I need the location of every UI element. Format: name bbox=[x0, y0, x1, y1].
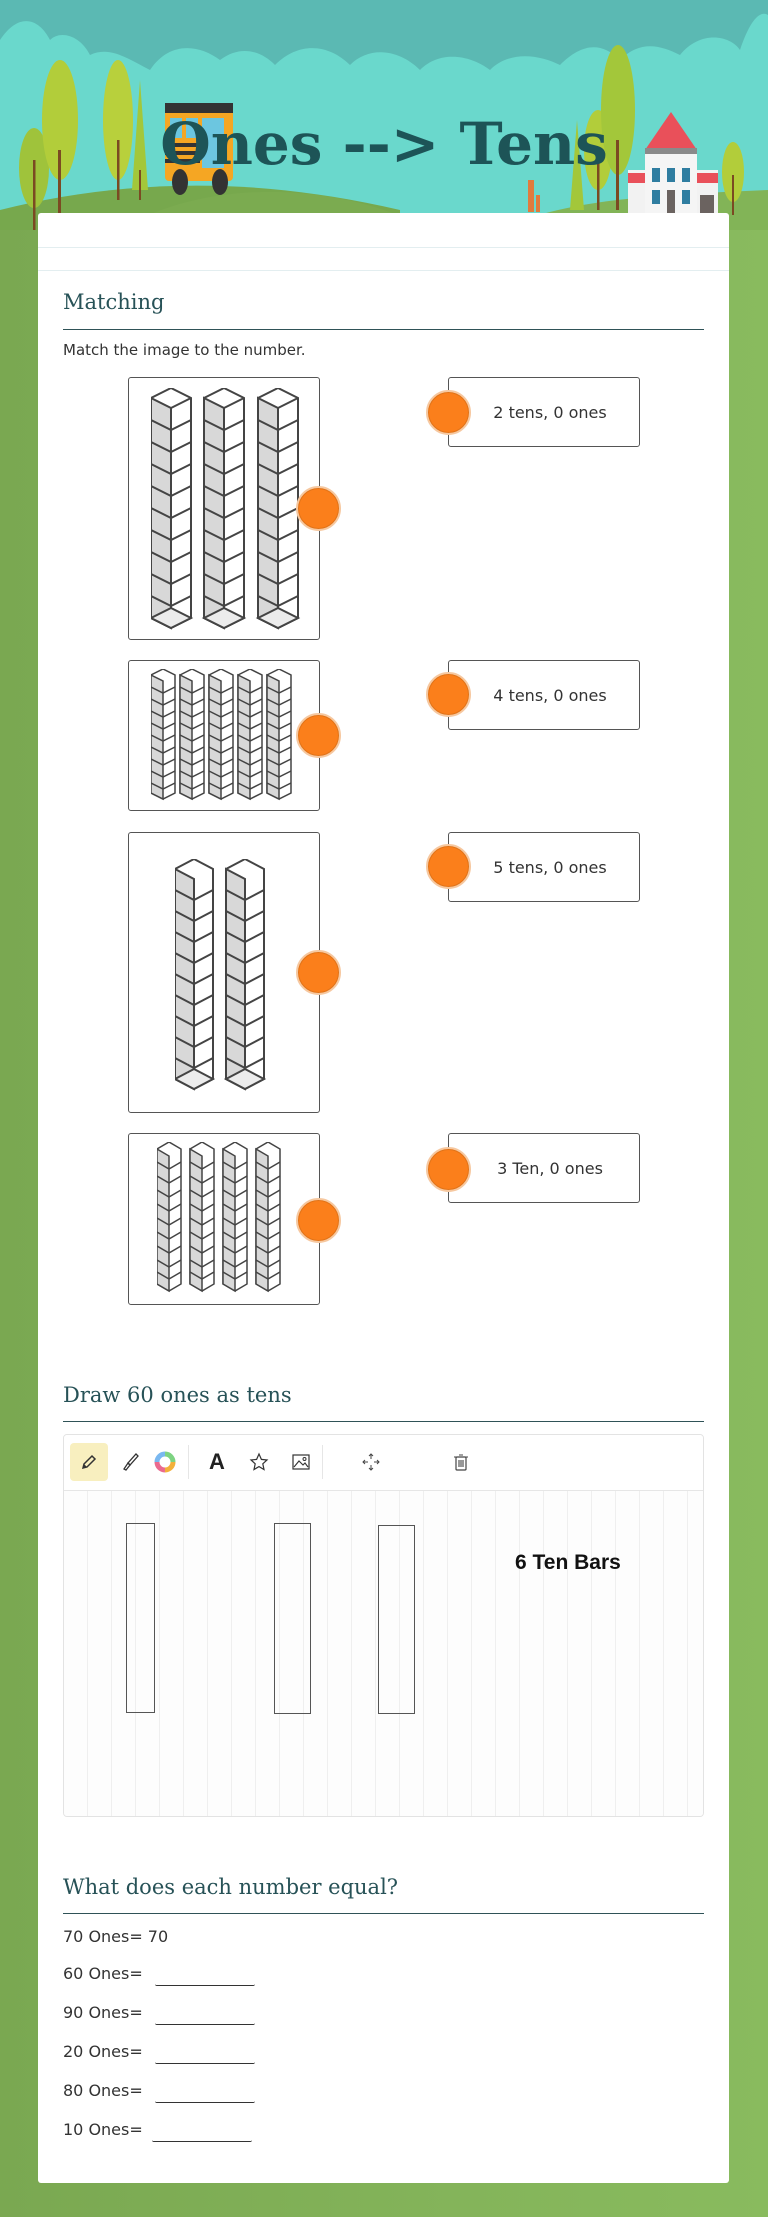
question-label: 80 Ones= bbox=[63, 2081, 143, 2100]
drawing-heading: Draw 60 ones as tens bbox=[63, 1383, 292, 1407]
question-row bbox=[63, 2120, 252, 2142]
match-number-3[interactable] bbox=[448, 832, 640, 902]
worksheet-card bbox=[38, 213, 729, 2183]
drawn-rectangle[interactable] bbox=[274, 1523, 311, 1714]
matching-instruction: Match the image to the number. bbox=[63, 341, 306, 359]
match-handle-number-3[interactable] bbox=[426, 844, 471, 889]
image-icon bbox=[291, 1452, 311, 1472]
matching-heading: Matching bbox=[63, 290, 165, 314]
match-image-2[interactable] bbox=[128, 660, 320, 811]
match-number-label: 3 Ten, 0 ones bbox=[497, 1158, 603, 1178]
question-row bbox=[63, 2081, 255, 2103]
match-handle-image-4[interactable] bbox=[296, 1198, 341, 1243]
toolbar-separator bbox=[322, 1445, 323, 1479]
match-number-4[interactable] bbox=[448, 1133, 640, 1203]
answer-input[interactable] bbox=[155, 2042, 255, 2064]
question-label: 90 Ones= bbox=[63, 2003, 143, 2022]
question-row bbox=[63, 1964, 255, 1986]
question-label: 60 Ones= bbox=[63, 1964, 143, 1983]
drawing-canvas[interactable] bbox=[64, 1491, 704, 1817]
match-image-4[interactable] bbox=[128, 1133, 320, 1305]
match-handle-image-3[interactable] bbox=[296, 950, 341, 995]
move-icon bbox=[361, 1452, 381, 1472]
question-row bbox=[63, 1927, 168, 1946]
answer-input[interactable] bbox=[155, 2003, 255, 2025]
match-handle-image-1[interactable] bbox=[296, 486, 341, 531]
ten-bars-image bbox=[175, 859, 275, 1093]
match-handle-image-2[interactable] bbox=[296, 713, 341, 758]
question-label: 70 Ones= bbox=[63, 1927, 143, 1946]
image-tool-button[interactable] bbox=[282, 1443, 320, 1481]
answer-input[interactable] bbox=[155, 1964, 255, 1986]
match-handle-number-1[interactable] bbox=[426, 390, 471, 435]
question-label: 10 Ones= bbox=[63, 2120, 143, 2139]
pencil-icon bbox=[79, 1452, 99, 1472]
page-title: Ones --> Tens bbox=[160, 110, 608, 178]
match-image-1[interactable] bbox=[128, 377, 320, 640]
color-wheel-icon bbox=[154, 1451, 176, 1473]
section-divider bbox=[63, 329, 704, 330]
section-divider bbox=[63, 1913, 704, 1914]
drawing-toolbar bbox=[64, 1435, 704, 1491]
drawn-rectangle[interactable] bbox=[126, 1523, 155, 1713]
text-icon: A bbox=[209, 1449, 225, 1474]
match-number-label: 4 tens, 0 ones bbox=[493, 685, 607, 705]
drawn-rectangle[interactable] bbox=[378, 1525, 415, 1714]
delete-button[interactable] bbox=[442, 1443, 480, 1481]
header-banner bbox=[0, 0, 768, 230]
answer-input[interactable] bbox=[155, 2081, 255, 2103]
move-tool-button[interactable] bbox=[352, 1443, 390, 1481]
ten-bars-image bbox=[157, 1142, 287, 1298]
brush-icon bbox=[121, 1452, 141, 1472]
answer-input[interactable] bbox=[152, 2120, 252, 2142]
stamp-tool-button[interactable] bbox=[240, 1443, 278, 1481]
answer-text: 70 bbox=[147, 1927, 169, 1946]
color-picker-button[interactable] bbox=[146, 1443, 184, 1481]
match-number-2[interactable] bbox=[448, 660, 640, 730]
questions-heading: What does each number equal? bbox=[63, 1875, 399, 1899]
pencil-tool-button[interactable] bbox=[70, 1443, 108, 1481]
match-handle-number-4[interactable] bbox=[426, 1147, 471, 1192]
question-row bbox=[63, 2042, 255, 2064]
toolbar-separator bbox=[188, 1445, 189, 1479]
match-number-1[interactable] bbox=[448, 377, 640, 447]
match-number-label: 5 tens, 0 ones bbox=[493, 857, 607, 877]
brush-tool-button[interactable] bbox=[112, 1443, 150, 1481]
divider bbox=[38, 270, 729, 271]
ten-bars-image bbox=[151, 669, 301, 805]
match-number-label: 2 tens, 0 ones bbox=[493, 402, 607, 422]
ten-bars-image bbox=[151, 388, 301, 632]
question-label: 20 Ones= bbox=[63, 2042, 143, 2061]
trash-icon bbox=[451, 1452, 471, 1472]
divider bbox=[38, 247, 729, 248]
text-tool-button[interactable] bbox=[198, 1443, 236, 1481]
question-row bbox=[63, 2003, 255, 2025]
section-divider bbox=[63, 1421, 704, 1422]
match-handle-number-2[interactable] bbox=[426, 672, 471, 717]
drawing-widget bbox=[63, 1434, 704, 1817]
match-image-3[interactable] bbox=[128, 832, 320, 1113]
canvas-text-label[interactable]: 6 Ten Bars bbox=[515, 1551, 621, 1574]
star-icon bbox=[249, 1452, 269, 1472]
